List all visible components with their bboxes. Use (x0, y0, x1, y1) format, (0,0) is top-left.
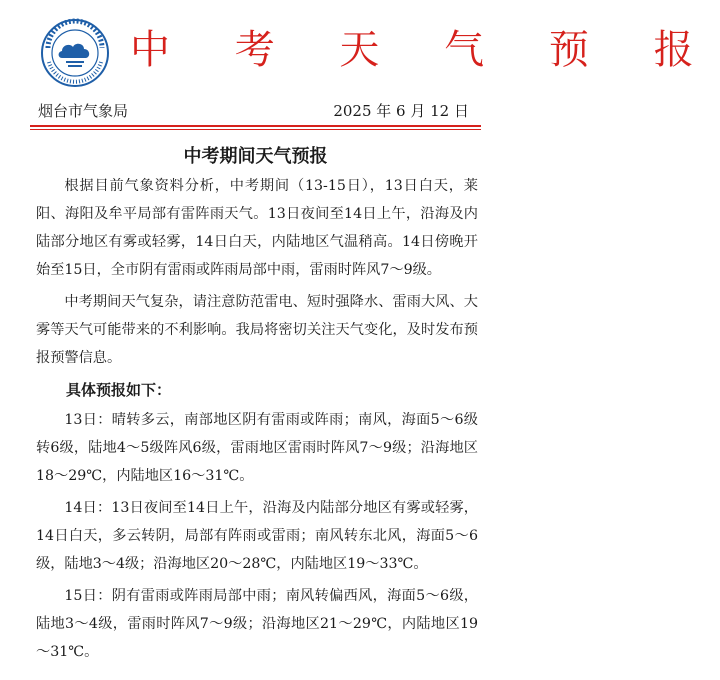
article-title: 中考期间天气预报 (183, 146, 328, 167)
meteorological-emblem-icon (40, 18, 110, 88)
header-divider (30, 125, 481, 127)
paragraph-advisory: 中考期间天气复杂，请注意防范雷电、短时强降水、雷雨大风、大雾等天气可能带来的不利影响。我局将密切关注天气变化，及时发布预报预警信息。 (36, 294, 478, 366)
article-body (36, 172, 478, 670)
issue-date: 2025 年 6 月 12 日 (333, 102, 469, 120)
forecast-subheading: 具体预报如下： (66, 381, 172, 399)
paragraph-summary: 根据目前气象资料分析，中考期间（13-15日），13日白天，莱阳、海阳及牟平局部有雷阵雨天气。13日夜间至14日上午，沿海及内陆部分地区有雾或轻雾，14日白天，内陆地区气温稍高。14日傍晚开始至15日，全市阴有雷雨或阵雨局部中雨，雷雨时阵风7～9级。 (36, 178, 478, 278)
masthead-title: 中 考 天 气 预 报 (130, 27, 720, 73)
forecast-day-15: 15日：阴有雷雨或阵雨局部中雨；南风转偏西风，海面5～6级，陆地3～4级，雷雨时阵风7～9级；沿海地区21～29℃，内陆地区19～31℃。 (36, 588, 478, 660)
issuer-name: 烟台市气象局 (38, 102, 129, 120)
forecast-day-14: 14日：13日夜间至14日上午，沿海及内陆部分地区有雾或轻雾，14日白天，多云转阴，局部有阵雨或雷雨；南风转东北风，海面5～6级，陆地3～4级；沿海地区20～28℃，内陆地区19～33℃。 (36, 500, 478, 572)
header-divider-thin (30, 129, 481, 130)
bureau-logo (40, 18, 110, 88)
forecast-day-13: 13日：晴转多云，南部地区阴有雷雨或阵雨；南风，海面5～6级转6级，陆地4～5级阵风6级，雷雨地区雷雨时阵风7～9级；沿海地区18～29℃，内陆地区16～31℃。 (36, 412, 478, 484)
